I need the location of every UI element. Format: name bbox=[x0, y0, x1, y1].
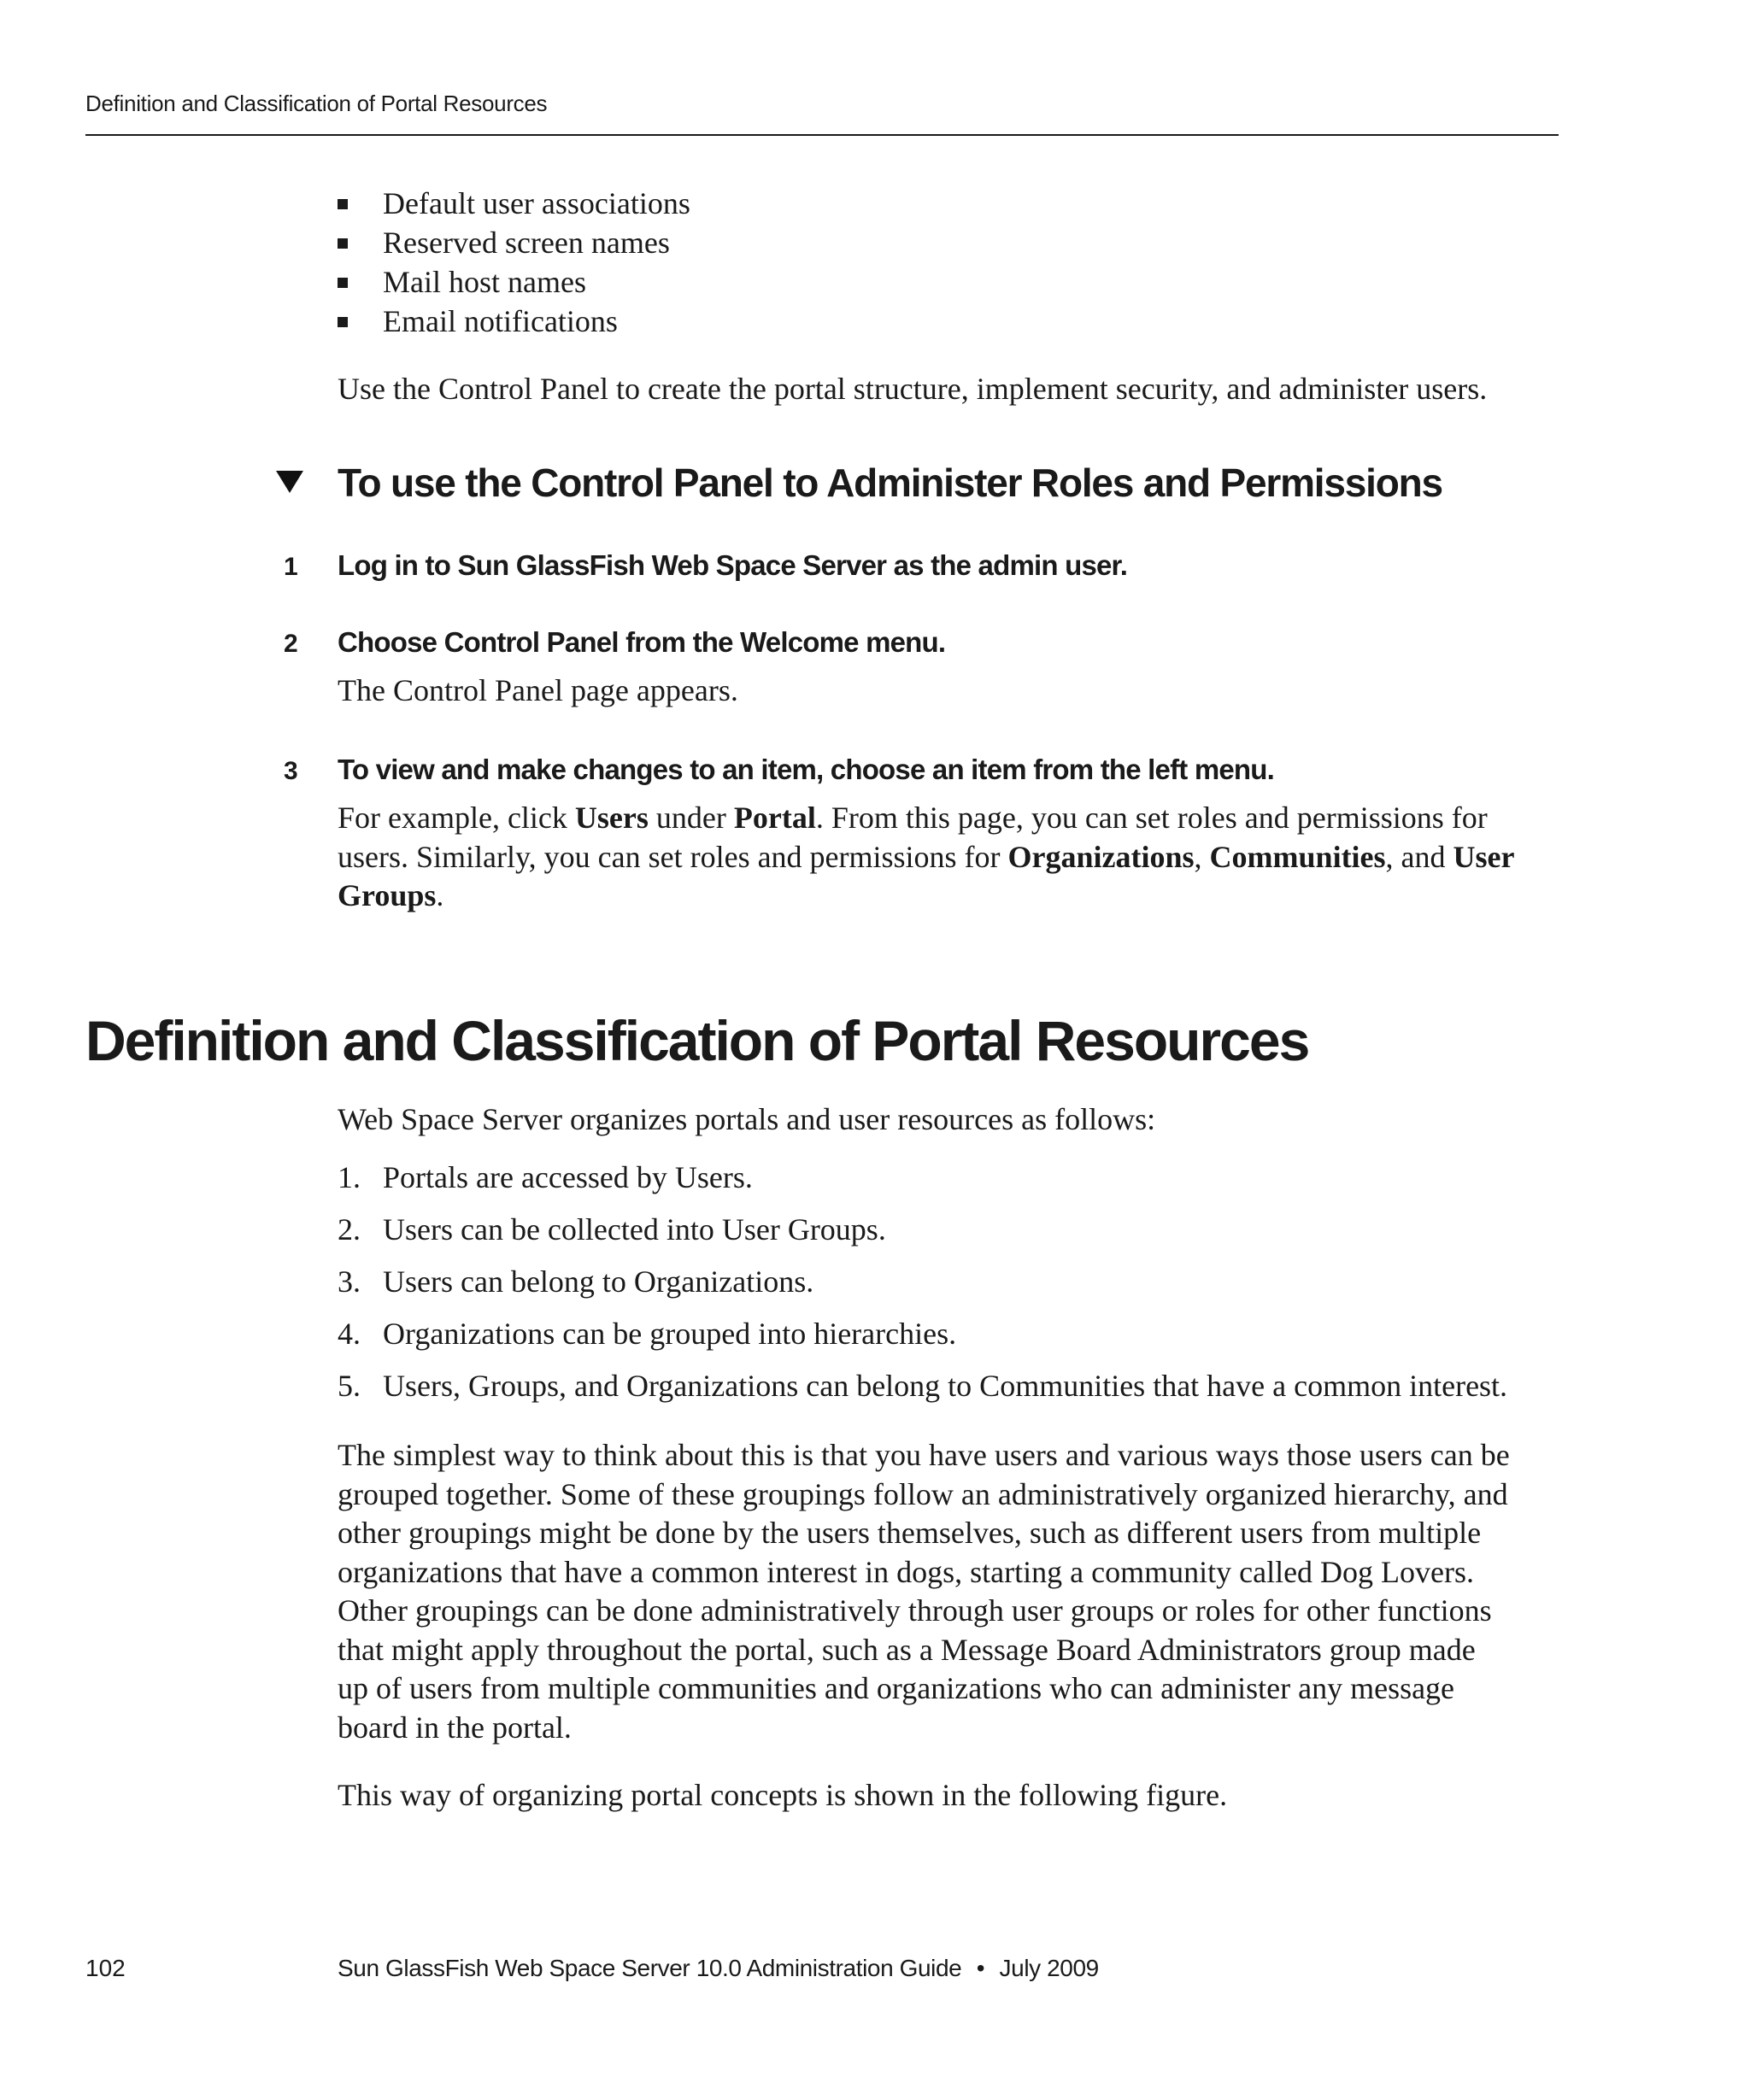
list-item: Reserved screen names bbox=[338, 223, 690, 262]
running-header: Definition and Classification of Portal Resources bbox=[85, 91, 548, 116]
footer-book-title: Sun GlassFish Web Space Server 10.0 Administration Guide • July 2009 bbox=[338, 1955, 1099, 1981]
square-bullet-icon bbox=[338, 278, 348, 288]
square-bullet-icon bbox=[338, 238, 348, 249]
step-result: The Control Panel page appears. bbox=[338, 673, 738, 707]
section-title: Definition and Classification of Portal Resources bbox=[85, 1009, 1309, 1072]
procedure-title: To use the Control Panel to Administer Roles and Permissions bbox=[338, 460, 1442, 505]
list-item: Email notifications bbox=[338, 302, 690, 341]
section-lead: Web Space Server organizes portals and user resources as follows: bbox=[338, 1102, 1156, 1136]
header-rule bbox=[85, 134, 1559, 136]
body-paragraph: The simplest way to think about this is that you have users and various ways those users can be grouped together. Some of these groupings follow an administratively organized hierarchy, and other groupings might be done by the users themselves, such as different users from multiple organizations that have a common interest in dogs, starting a community called Dog Lovers. Other groupings can be done administratively through user groups or roles for other functions that might apply throughout the portal, such as a Message Board Administrators group made up of users from multiple communities and organizations who can administer any message board in the portal. bbox=[338, 1438, 1510, 1745]
list-item: Default user associations bbox=[338, 184, 690, 223]
step-example: For example, click Users under Portal. From this page, you can set roles and permissions for users. Similarly, you can set roles and permissions for Organizations, Communities, and User Groups. bbox=[338, 801, 1515, 912]
step-number: 3 bbox=[284, 757, 298, 785]
step-number: 1 bbox=[284, 553, 298, 581]
list-item: 3. Users can belong to Organizations. bbox=[338, 1264, 814, 1299]
step-text: Log in to Sun GlassFish Web Space Server as the admin user. bbox=[338, 549, 1128, 581]
numbered-list bbox=[338, 1158, 1507, 1418]
step-number: 2 bbox=[284, 630, 298, 658]
intro-paragraph: Use the Control Panel to create the portal structure, implement security, and administer users. bbox=[338, 372, 1488, 406]
list-item: 1. Portals are accessed by Users. bbox=[338, 1160, 753, 1194]
figure-intro-paragraph: This way of organizing portal concepts is shown in the following figure. bbox=[338, 1778, 1228, 1812]
footer-separator: • bbox=[976, 1955, 985, 1981]
list-item: 5. Users, Groups, and Organizations can belong to Communities that have a common interest. bbox=[338, 1369, 1508, 1403]
page-number: 102 bbox=[85, 1955, 126, 1981]
list-item: 4. Organizations can be grouped into hierarchies. bbox=[338, 1317, 957, 1351]
step-text: To view and make changes to an item, choose an item from the left menu. bbox=[338, 754, 1275, 785]
procedure-triangle-icon bbox=[276, 471, 303, 493]
step-text: Choose Control Panel from the Welcome menu. bbox=[338, 626, 946, 658]
feature-bullet-list bbox=[338, 184, 690, 341]
list-item: 2. Users can be collected into User Groups. bbox=[338, 1212, 886, 1247]
square-bullet-icon bbox=[338, 199, 348, 209]
square-bullet-icon bbox=[338, 317, 348, 327]
list-item: Mail host names bbox=[338, 262, 690, 302]
